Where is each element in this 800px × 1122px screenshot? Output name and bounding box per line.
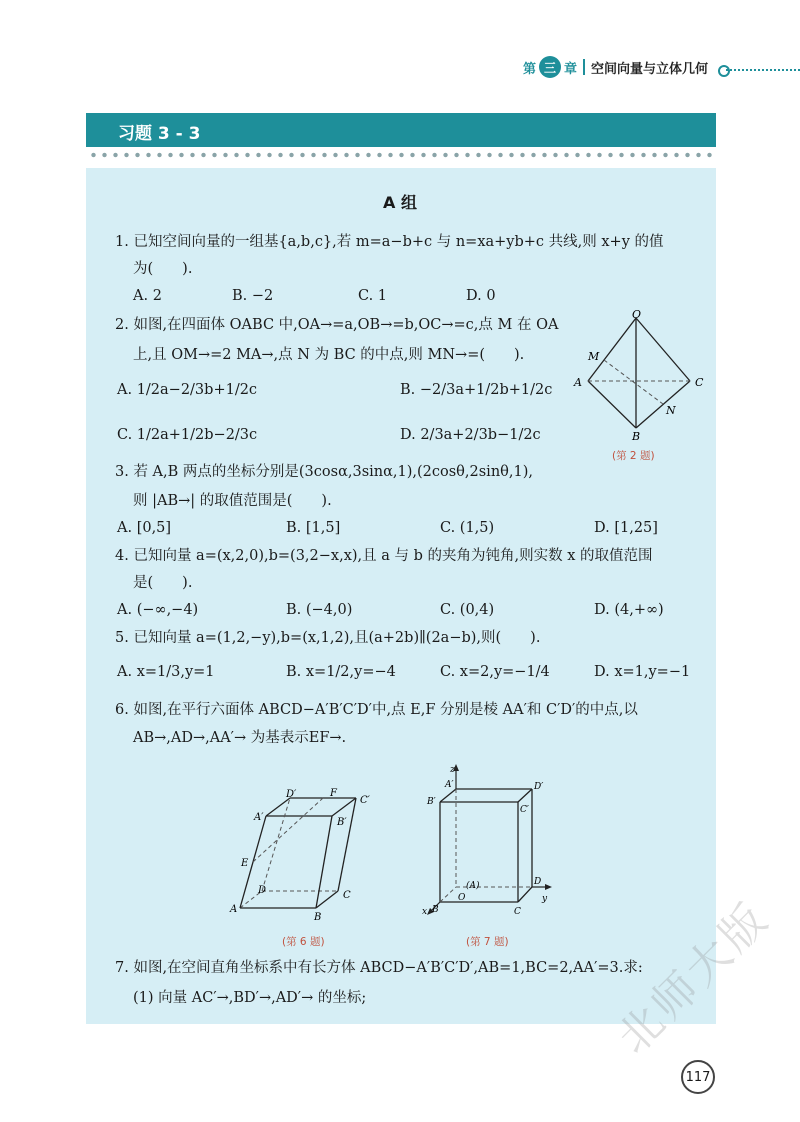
- q2-text-line1: 2. 如图,在四面体 OABC 中,OA→=a,OB→=b,OC→=c,点 M 在 OA: [115, 317, 559, 333]
- parallelepiped-figure: [228, 783, 388, 928]
- q1-text-line1: 1. 已知空间向量的一组基{a,b,c},若 m=a−b+c 与 n=xa+yb+c 共线,则 x+y 的值: [115, 234, 664, 250]
- label-o: O: [458, 893, 466, 903]
- label-d: D: [258, 885, 267, 896]
- label-z: z: [450, 765, 455, 775]
- section-banner: [86, 113, 716, 147]
- q3-option-b: B. [1,5]: [286, 520, 341, 536]
- q5-option-c: C. x=2,y=−1/4: [440, 664, 550, 680]
- q1-option-c: C. 1: [358, 288, 388, 304]
- q7-text-line1: 7. 如图,在空间直角坐标系中有长方体 ABCD−A′B′C′D′,AB=1,BC=2,AA′=3.求:: [115, 960, 643, 976]
- q5-option-d: D. x=1,y=−1: [594, 664, 691, 680]
- label-f: F: [330, 788, 337, 799]
- q4-text-line1: 4. 已知向量 a=(x,2,0),b=(3,2−x,x),且 a 与 b 的夹角为钝角,则实数 x 的取值范围: [115, 548, 653, 564]
- dotted-separator: [88, 151, 714, 159]
- q4-option-b: B. (−4,0): [286, 602, 353, 618]
- q6-text-line1: 6. 如图,在平行六面体 ABCD−A′B′C′D′中,点 E,F 分别是棱 AA′和 C′D′的中点,以: [115, 702, 638, 718]
- label-b-prime: B′: [427, 797, 436, 807]
- label-e: E: [241, 858, 249, 869]
- exercise-panel: [86, 168, 716, 1024]
- cuboid-figure: [420, 762, 560, 922]
- chapter-number-badge: 三: [539, 56, 561, 78]
- chapter-header: [523, 54, 708, 80]
- label-c: C: [514, 907, 521, 917]
- q5-text: 5. 已知向量 a=(1,2,−y),b=(x,1,2),且(a+2b)∥(2a−b),则( ).: [115, 630, 541, 646]
- label-b: B: [314, 912, 322, 923]
- chapter-title: 空间向量与立体几何: [591, 61, 709, 77]
- label-a-prime: A′: [445, 780, 454, 790]
- q3-option-d: D. [1,25]: [594, 520, 658, 536]
- label-c-prime: C′: [520, 805, 529, 815]
- q7-figure-caption: (第 7 题): [466, 936, 509, 948]
- chapter-prefix: 第: [523, 61, 537, 77]
- label-c: C: [343, 890, 351, 901]
- q2-option-b: B. −2/3a+1/2b+1/2c: [400, 382, 553, 398]
- group-heading: A 组: [383, 193, 417, 212]
- section-title: 习题 3 - 3: [118, 124, 201, 144]
- header-dot-icon: [718, 65, 730, 77]
- label-d-prime: D′: [534, 782, 544, 792]
- q2-option-a: A. 1/2a−2/3b+1/2c: [117, 382, 258, 398]
- q2-option-c: C. 1/2a+1/2b−2/3c: [117, 427, 258, 443]
- q4-option-d: D. (4,+∞): [594, 602, 664, 618]
- q7-text-line2: (1) 向量 AC′→,BD′→,AD′→ 的坐标;: [133, 990, 367, 1006]
- label-n: N: [666, 404, 676, 417]
- publisher-watermark: 北师大版: [607, 892, 780, 1064]
- label-b-prime: B′: [337, 817, 347, 828]
- q3-option-c: C. (1,5): [440, 520, 495, 536]
- label-d-prime: D′: [286, 789, 297, 800]
- q1-option-b: B. −2: [232, 288, 274, 304]
- label-d: D: [534, 877, 542, 887]
- chapter-divider: [583, 59, 585, 75]
- q6-text-line2: AB→,AD→,AA′→ 为基表示EF→.: [133, 730, 347, 746]
- label-a: A: [574, 376, 582, 389]
- label-x: x: [422, 907, 428, 917]
- q1-text-line2: 为( ).: [133, 261, 193, 277]
- q3-text-line1: 3. 若 A,B 两点的坐标分别是(3cosα,3sinα,1),(2cosθ,2sinθ,1),: [115, 464, 533, 480]
- q3-text-line2: 则 |AB→| 的取值范围是( ).: [133, 493, 332, 509]
- label-o: O: [632, 308, 642, 321]
- q3-option-a: A. [0,5]: [117, 520, 172, 536]
- q4-option-a: A. (−∞,−4): [117, 602, 199, 618]
- label-a-prime: A′: [254, 812, 264, 823]
- tetrahedron-figure: [570, 308, 710, 443]
- chapter-suffix: 章: [564, 61, 578, 77]
- q2-text-line2: 上,且 OM→=2 MA→,点 N 为 BC 的中点,则 MN→=( ).: [133, 347, 525, 363]
- q4-option-c: C. (0,4): [440, 602, 495, 618]
- label-c-prime: C′: [360, 795, 370, 806]
- label-m: M: [588, 350, 600, 363]
- q4-text-line2: 是( ).: [133, 575, 193, 591]
- label-c: C: [695, 376, 704, 389]
- label-a: A: [230, 904, 238, 915]
- q2-figure-caption: (第 2 题): [612, 450, 655, 462]
- q5-option-a: A. x=1/3,y=1: [117, 664, 215, 680]
- q1-option-d: D. 0: [466, 288, 496, 304]
- q2-option-d: D. 2/3a+2/3b−1/2c: [400, 427, 541, 443]
- q6-figure-caption: (第 6 题): [282, 936, 325, 948]
- label-b: B: [632, 430, 641, 443]
- q5-option-b: B. x=1/2,y=−4: [286, 664, 396, 680]
- page-number: 117: [681, 1060, 715, 1094]
- label-b: B: [432, 905, 439, 915]
- header-dotted-line: [726, 69, 800, 71]
- label-y: y: [542, 894, 548, 904]
- q1-option-a: A. 2: [133, 288, 162, 304]
- label-a-origin: (A): [466, 881, 480, 891]
